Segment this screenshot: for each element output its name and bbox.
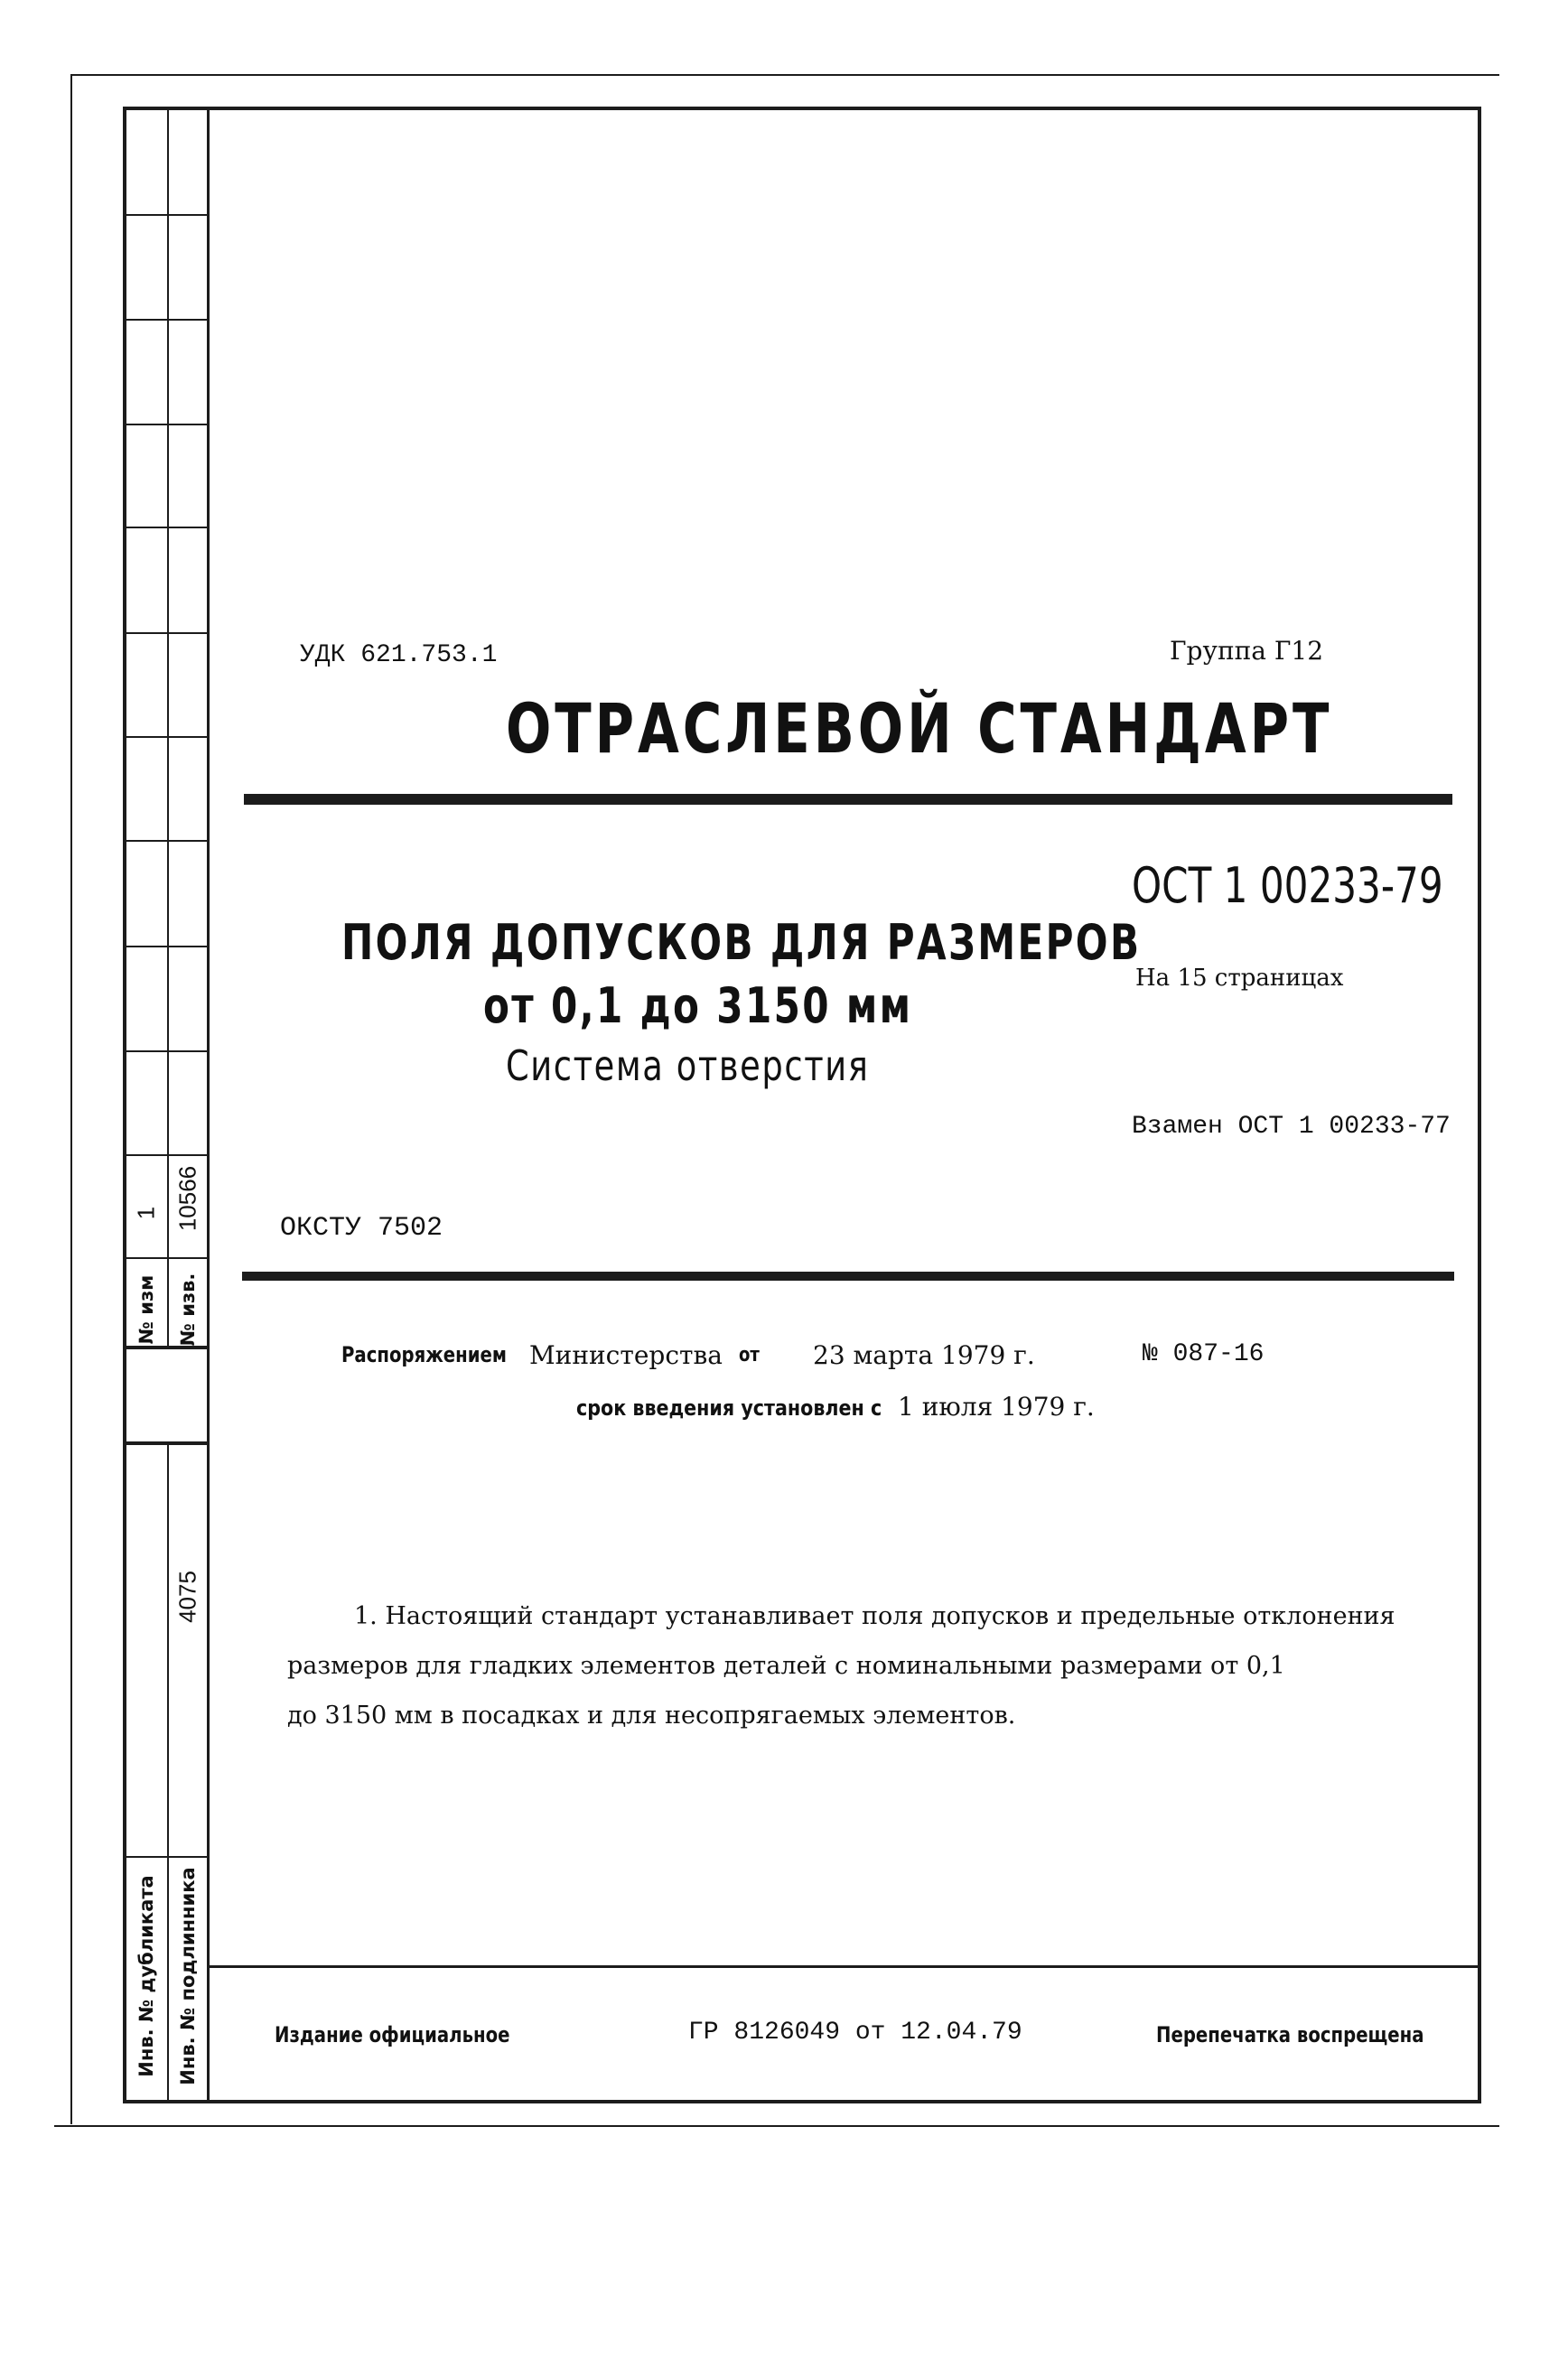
footer-rule [210,1965,1479,1968]
main-frame-inner-left [207,107,210,2103]
thick-rule-middle [242,1272,1454,1281]
stamp-row-line [125,527,208,528]
stamp-duplicate-inv-label: Инв. № дубликата [135,1875,157,2077]
stamp-row-line [125,1050,208,1052]
body-paragraph-line1: 1. Настоящий стандарт устанавливает поля допусков и предельные отклонения [354,1602,1395,1630]
stamp-original-inv-label: Инв. № подлинника [177,1867,199,2085]
decree-issuer: Министерства [529,1340,723,1370]
standard-code: ОСТ 1 00233-79 [1132,857,1443,914]
stamp-change-number-value: 1 [132,1206,160,1220]
decree-date: 23 марта 1979 г. [813,1340,1035,1370]
stamp-row-line [125,214,208,216]
stamp-notice-number-label: № изв. [177,1273,199,1347]
group-code: Группа Г12 [1170,636,1324,666]
decree-from: от [739,1344,760,1366]
stamp-row-line [125,424,208,425]
main-frame-right [1478,107,1481,2103]
strip-divider [167,107,169,1346]
main-frame-bottom [125,2100,1481,2103]
stamp-row-line [125,632,208,634]
stamp-row-line [125,840,208,842]
udk-code: УДК 621.753.1 [300,641,498,669]
stamp-row-line [125,946,208,947]
stamp-notice-number-value: 10566 [173,1165,201,1232]
stamp-block-top [125,1441,208,1445]
stamp-row-line [125,319,208,321]
stamp-row-line [125,1154,208,1156]
decree-label: Распоряжением [341,1342,507,1367]
stamp-row-line [125,736,208,738]
body-paragraph-line2: размеров для гладких элементов деталей с номинальными размерами от 0,1 [287,1652,1285,1680]
replaces-standard: Взамен ОСТ 1 00233-77 [1132,1113,1451,1141]
title-line2: от 0,1 до 3150 мм [483,977,913,1034]
main-frame-left [123,107,126,2103]
stamp-change-number-label: № изм [135,1274,157,1345]
okstu-code: ОКСТУ 7502 [280,1213,443,1244]
title-line3: Система отверстия [506,1041,870,1090]
standard-type-heading: ОТРАСЛЕВОЙ СТАНДАРТ [506,688,1333,769]
effective-label: срок введения установлен с [576,1395,882,1421]
outer-frame-top [70,74,1499,76]
decree-number: № 087-16 [1143,1340,1265,1368]
outer-frame-bottom [54,2125,1499,2127]
stamp-row-line [125,1257,208,1259]
registration-number: ГР 8126049 от 12.04.79 [688,2019,1022,2047]
strip-divider-lower [167,1441,169,2103]
effective-date: 1 июля 1979 г. [898,1392,1095,1422]
thick-rule-top [244,794,1452,805]
title-line1: ПОЛЯ ДОПУСКОВ ДЛЯ РАЗМЕРОВ [341,914,1142,971]
page-count: На 15 страницах [1135,965,1344,992]
body-paragraph-line3: до 3150 мм в посадках и для несопрягаемых элементов. [287,1702,1016,1730]
main-frame-top [125,107,1481,110]
reprint-note: Перепечатка воспрещена [1156,2022,1424,2047]
edition-note: Издание официальное [275,2022,510,2047]
outer-frame-left [70,74,72,2124]
stamp-row-line [125,1856,208,1858]
stamp-block-bottom [125,1346,208,1349]
stamp-original-inv-value: 4075 [173,1571,201,1623]
